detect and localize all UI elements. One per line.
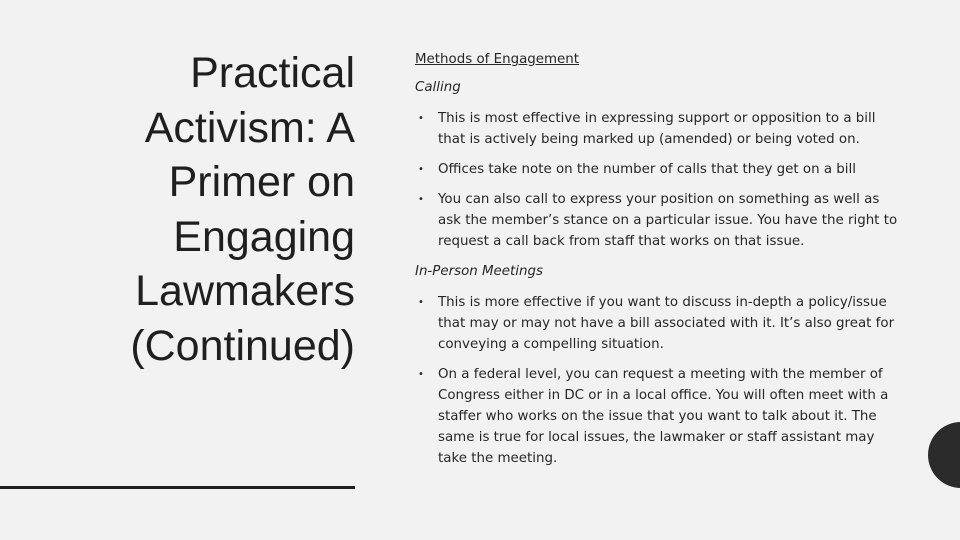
bullet-text: You can also call to express your position on something as well as ask the member’s stance on a particular issue. You have the right to request a call back from staff that works on that issue. <box>438 192 898 249</box>
section-heading: Methods of Engagement <box>415 52 580 67</box>
title-underline-rule <box>0 486 355 489</box>
bullet-icon: • <box>418 194 424 205</box>
title-line: Primer on <box>168 158 355 206</box>
content-body <box>415 49 905 478</box>
title-line: Practical <box>190 49 355 97</box>
title-line: Lawmakers <box>135 267 355 315</box>
bullet-text: Offices take note on the number of calls that they get on a bill <box>438 162 856 177</box>
slide-title <box>40 46 355 373</box>
bullet-icon: • <box>418 164 424 175</box>
bullet-icon: • <box>418 113 424 124</box>
subsection-label-calling: Calling <box>415 80 461 95</box>
title-line: Activism: A <box>144 103 355 152</box>
bullet-item <box>415 364 905 469</box>
bullet-item <box>415 292 905 355</box>
decorative-circle <box>928 422 960 488</box>
bullet-text: On a federal level, you can request a meeting with the member of Congress either in DC or in a local office. You will often meet with a staffer who works on the issue that you want to talk about it. The same is true for local issues, the lawmaker or staff assistant may take the meeting. <box>438 367 889 466</box>
bullet-list-in-person <box>415 292 905 469</box>
bullet-icon: • <box>418 297 424 308</box>
bullet-icon: • <box>418 369 424 380</box>
subsection-label-in-person: In-Person Meetings <box>415 264 543 279</box>
title-line: Engaging <box>173 212 355 261</box>
title-line: (Continued) <box>130 321 355 370</box>
bullet-text: This is more effective if you want to discuss in-depth a policy/issue that may or may not have a bill associated with it. It’s also great for conveying a compelling situation. <box>438 295 895 352</box>
bullet-item <box>415 189 905 252</box>
bullet-item <box>415 159 905 180</box>
bullet-list-calling <box>415 108 905 252</box>
bullet-item <box>415 108 905 150</box>
bullet-text: This is most effective in expressing support or opposition to a bill that is actively being marked up (amended) or being voted on. <box>438 111 876 147</box>
